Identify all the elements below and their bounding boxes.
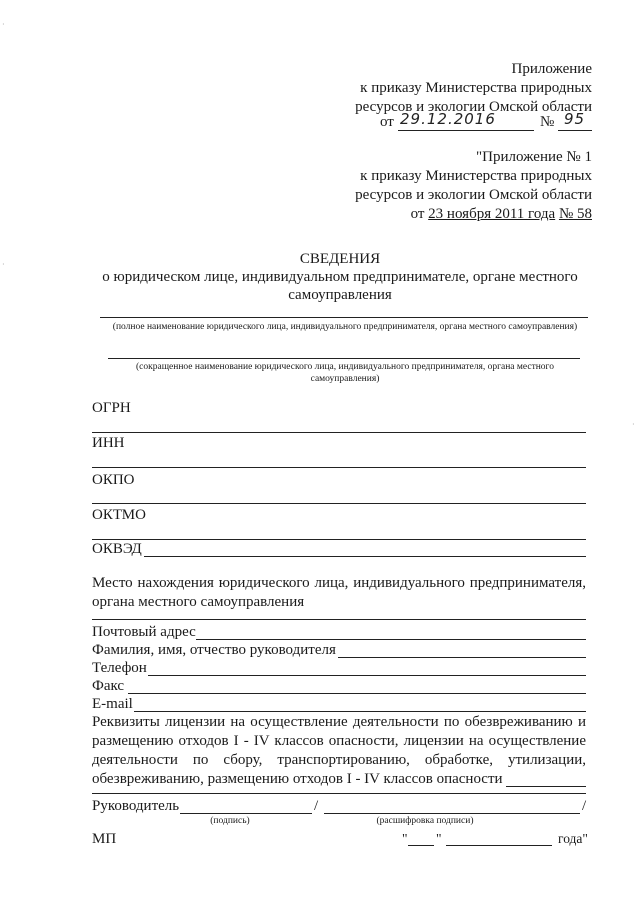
ogrn-label: ОГРН [92,400,131,416]
annex-date-prefix: от [410,206,425,222]
annex-number: № 58 [558,206,592,222]
license-field[interactable] [92,793,586,794]
phone-field[interactable] [148,675,586,676]
license-field-end[interactable] [506,786,586,787]
email-field[interactable] [134,711,586,712]
stamp-label: МП [92,831,117,847]
location-label-2: органа местного самоуправления [92,594,305,610]
fax-field[interactable] [128,693,586,694]
signature-slash-1: / [314,798,319,814]
inn-field[interactable] [92,467,586,468]
short-name-hint: (сокращенное наименование юридического лица, индивидуального предпринимателя, органа местного самоуправления) [136,362,554,384]
header-number-handwritten: 95 [564,110,586,128]
annex-line-3: ресурсов и экологии Омской области [355,187,592,203]
okpo-field[interactable] [92,503,586,504]
location-label-1: Место нахождения юридического лица, индивидуального предпринимателя, [92,575,586,591]
head-name-label: Фамилия, имя, отчество руководителя [92,642,336,658]
header-number-prefix: № [540,114,555,130]
margin-mark: · [2,20,5,29]
full-name-line[interactable] [100,317,588,318]
decode-hint: (расшифровка подписи) [376,816,474,826]
document-subtitle-1: о юридическом лице, индивидуальном предпринимателе, органе местного [102,269,578,285]
header-line-1: Приложение [511,61,592,77]
header-line-3: ресурсов и экологии Омской области [355,99,592,115]
date-month-field[interactable] [446,845,552,846]
annex-date: 23 ноября 2011 года [428,206,556,222]
annex-line-1: "Приложение № 1 [476,149,592,165]
location-field[interactable] [92,619,586,620]
header-date-handwritten: 29.12.2016 [400,110,496,128]
postal-address-label: Почтовый адрес [92,624,196,640]
postal-address-field[interactable] [196,639,586,640]
inn-label: ИНН [92,435,125,451]
license-label-2: размещению отходов I - IV классов опасности, лицензии на осуществление [92,733,586,749]
date-year-suffix: года" [558,831,588,846]
annex-line-4 [411,205,592,224]
email-label: E-mail [92,696,133,712]
okved-label: ОКВЭД [92,541,142,557]
annex-line-2: к приказу Министерства природных [360,168,592,184]
document-title: СВЕДЕНИЯ [299,251,381,267]
document-subtitle-2: самоуправления [288,287,392,303]
margin-mark: · [632,420,635,429]
ogrn-field[interactable] [92,432,586,433]
full-name-hint: (полное наименование юридического лица, индивидуального предпринимателя, органа местного самоуправления) [112,322,578,332]
signature-hint: (подпись) [210,816,250,826]
okpo-label: ОКПО [92,472,135,488]
header-date-prefix: от [380,114,394,130]
head-signature-label: Руководитель [92,798,180,814]
header-number-line [558,130,592,131]
okved-field[interactable] [144,556,586,557]
signature-slash-2: / [582,798,587,814]
date-quote-close: " [436,831,442,846]
signature-decode-field[interactable] [324,813,580,814]
date-quote-open: " [402,831,408,846]
date-day-field[interactable] [408,845,434,846]
oktmo-field[interactable] [92,539,586,540]
license-label-1: Реквизиты лицензии на осуществление деятельности по обезвреживанию и [92,714,586,730]
license-label-4: обезвреживанию, размещению отходов I - IV классов опасности [92,771,503,787]
header-date-line [398,130,534,131]
license-label-3: деятельности по сбору, транспортированию, обработке, утилизации, [92,752,586,768]
short-name-line[interactable] [108,358,580,359]
margin-mark: · [2,260,5,269]
signature-field[interactable] [180,813,312,814]
oktmo-label: ОКТМО [92,507,146,523]
phone-label: Телефон [92,660,147,676]
head-name-field[interactable] [338,657,586,658]
fax-label: Факс [92,678,125,694]
header-line-2: к приказу Министерства природных [360,80,592,96]
